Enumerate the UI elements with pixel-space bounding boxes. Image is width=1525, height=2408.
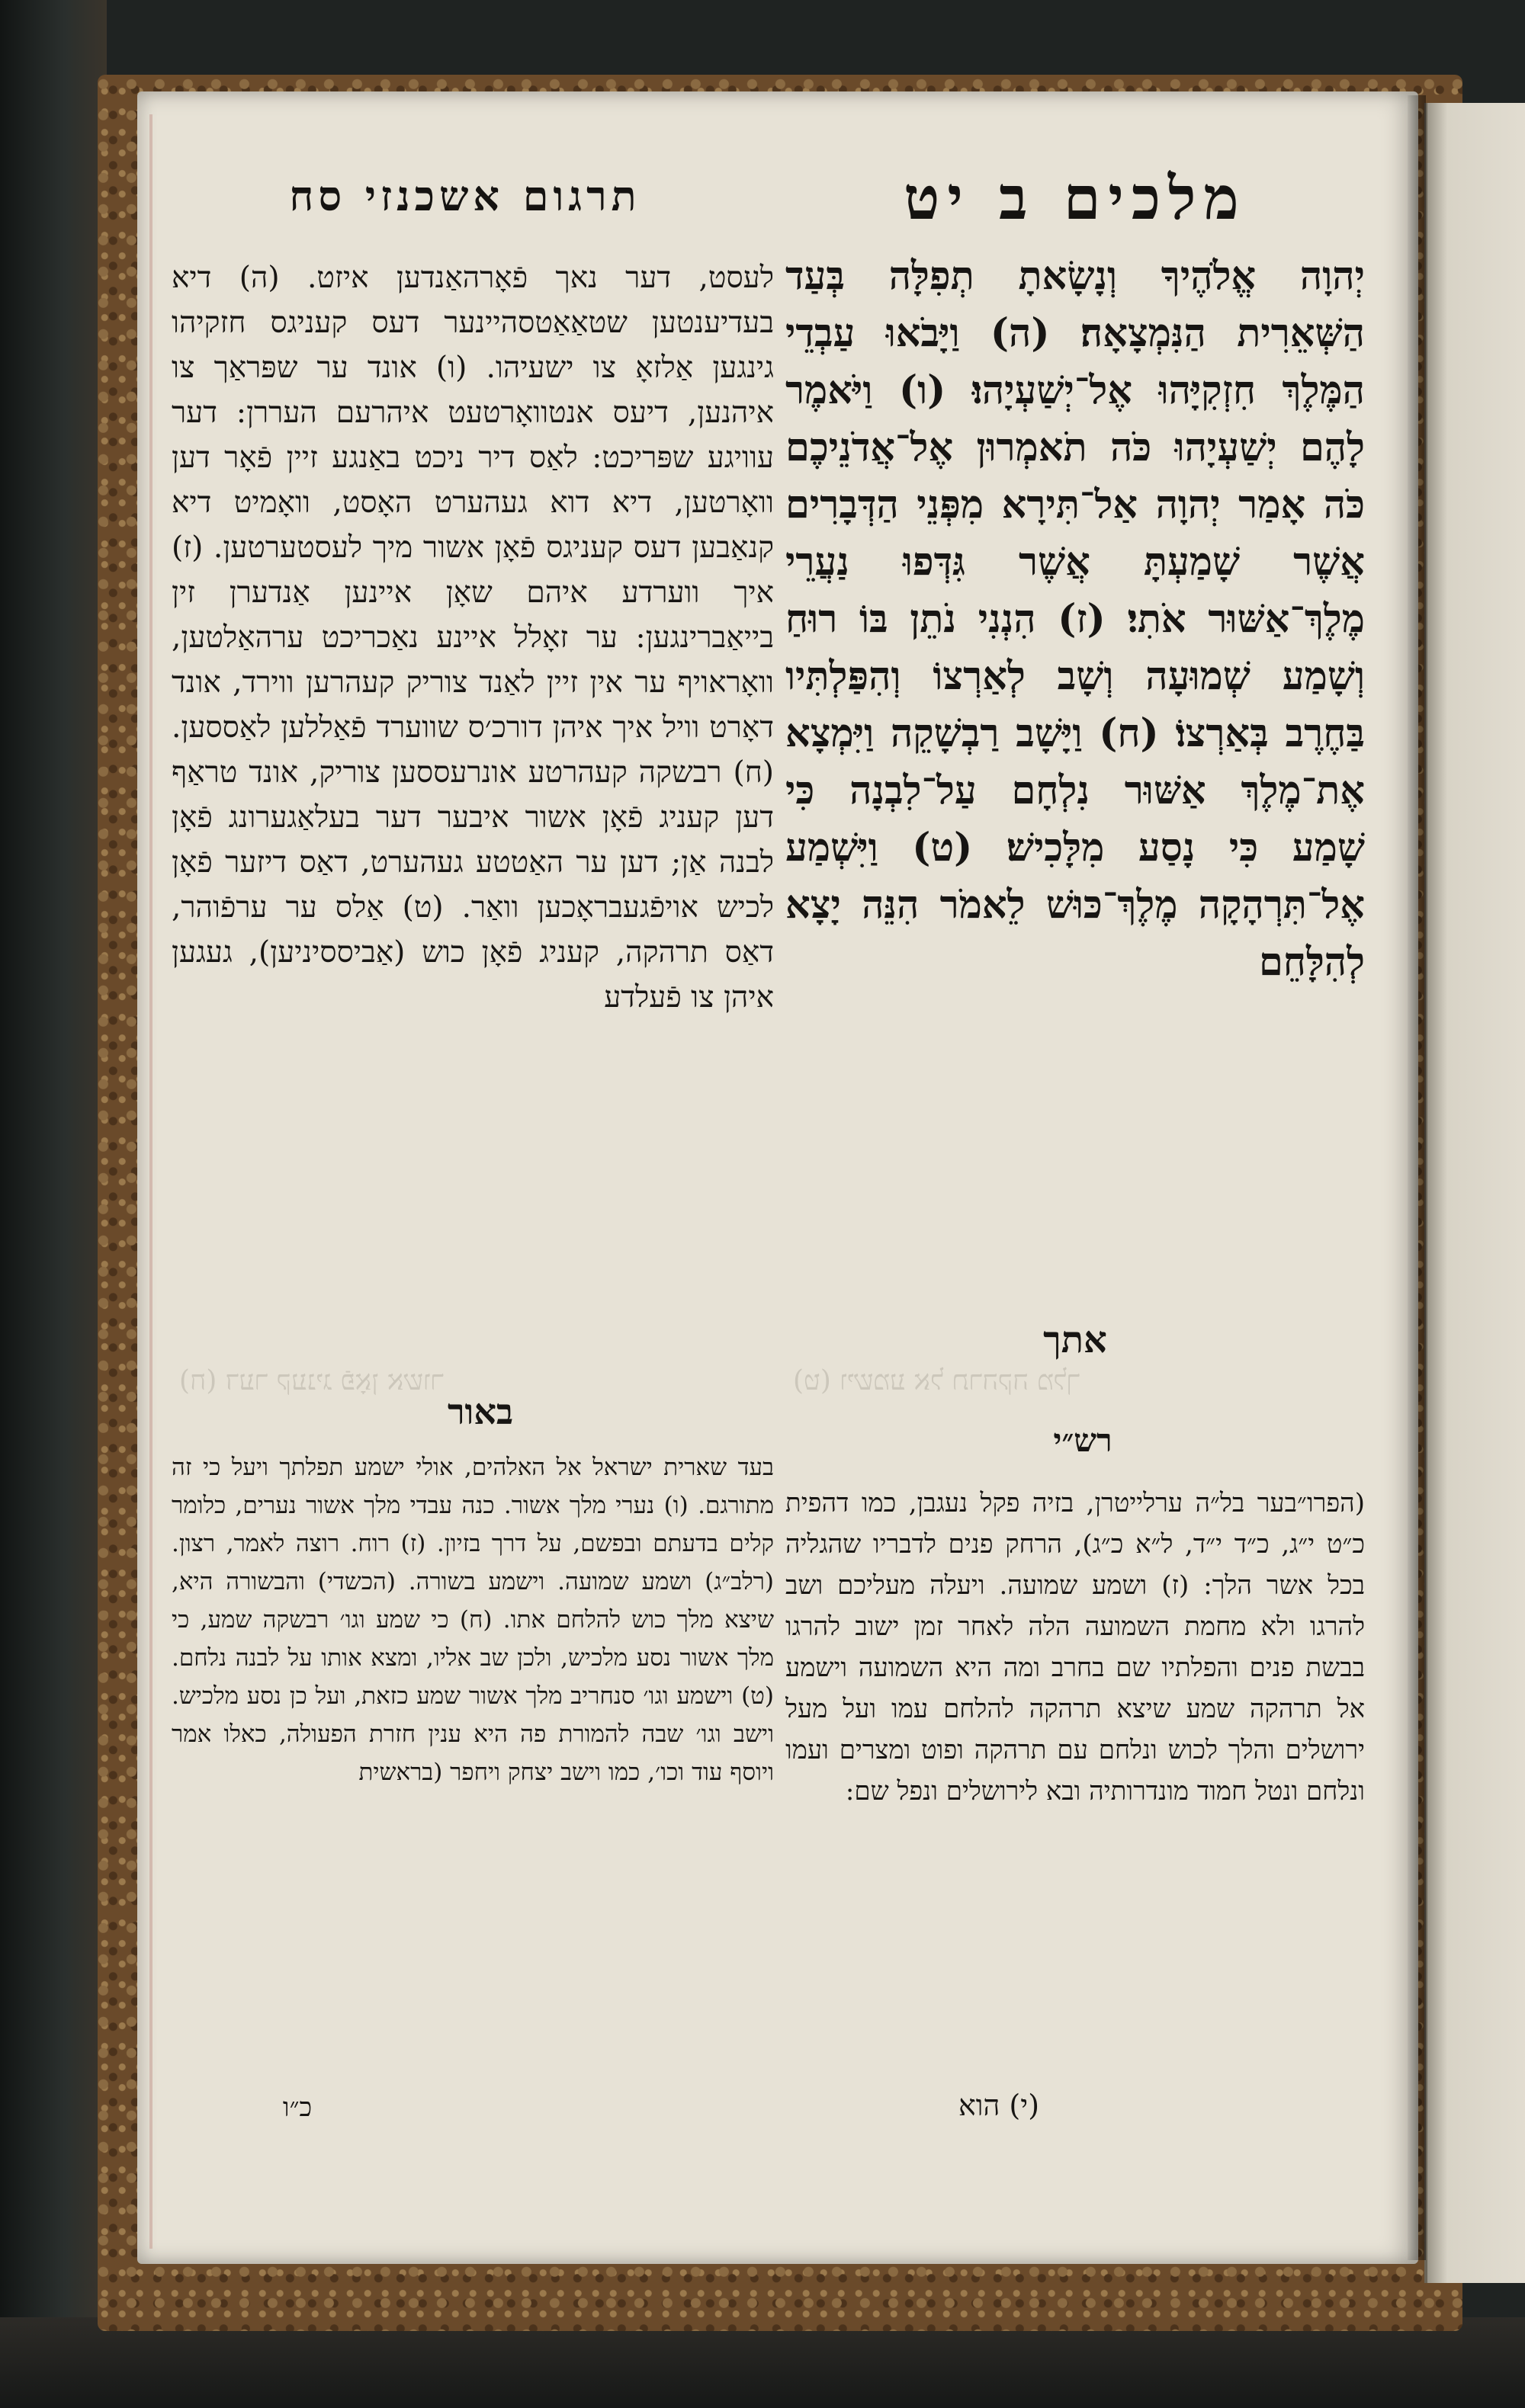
bible-text-column: יְהוָה אֱלֹהֶיךָ וְנָשָׂאתָ תְפִלָּה בְּעַד הַשְּׁאֵרִית הַנִּמְצָאָה׃ (ה) וַיָּבֹאוּ עַבְדֵי הַמֶּלֶךְ חִזְקִיָּהוּ אֶל־יְשַׁעְיָהוּ׃ (ו) וַיֹּאמֶר לָהֶם יְשַׁעְיָהוּ כֹּה תֹאמְרוּן אֶל־אֲדֹנֵיכֶם כֹּה אָמַר יְהוָה אַל־תִּירָא מִפְּנֵי הַדְּבָרִים אֲשֶׁר שָׁמַעְתָּ אֲשֶׁר גִּדְּפוּ נַעֲרֵי מֶלֶךְ־אַשּׁוּר אֹתִי׃ (ז) הִנְנִי נֹתֵן בּוֹ רוּחַ וְשָׁמַע שְׁמוּעָה וְשָׁב לְאַרְצוֹ וְהִפַּלְתִּיו בַּחֶרֶב בְּאַרְצוֹ׃ (ח) וַיָּשָׁב רַבְשָׁקֵה וַיִּמְצָא אֶת־מֶלֶךְ אַשּׁוּר נִלְחָם עַל־לִבְנָה כִּי שָׁמַע כִּי נָסַע מִלָּכִישׁ׃ (ט) וַיִּשְׁמַע אֶל־תִּרְהָקָה מֶלֶךְ־כּוּשׁ לֵאמֹר הִנֵּה יָצָא לְהִלָּחֵם (785, 253, 1365, 985)
targum-column: לעסט, דער נאך פֿאָרהאַנדען איזט. (ה) דיא בעדיענטען שטאַאַטסהיינער דעס קעניגס חזקיהו גינגען אַלזאָ צו ישעיהו. (ו) אונד ער שפּראַך צו איהנען, דיעס אנטוואָרטעט איהרעם העררן: דער עוויגע שפּריכט: לאַס דיר ניכט באַנגע זיין פֿאָר דען וואָרטען, דיא דוא געהערט האָסט, וואָמיט דיא קנאַבען דעס קעניגס פֿאָן אשור מיך לעסטערטען. (ז) איך ווערדע איהם שאָן איינען אַנדערן זין בייאַברינגען: ער זאָלל איינע נאַכריכט ערהאַלטען, וואָראויף ער אין זיין לאַנד צוריק קעהרען ווירד, אונד דאָרט וויל איך איהן דורכ׳ס שווערד פֿאַללען לאַססען. (ח) רבשקה קעהרטע אונרעססען צוריק, אונד טראַף דען קעניג פֿאָן אשור איבער דער בעלאַגערונג פֿאָן לבנה אַן; דען ער האַטטע געהערט, דאַס דיזער פֿאָן לכיש אויפֿגעבראָכען וואַר. (ט) אַלס ער ערפֿוהר, דאַס תרהקה, קעניג פֿאָן כוש (אַביססיניען), געגען איהן צו פֿעלדע (172, 261, 774, 1015)
biur-heading: באור (447, 1391, 514, 1432)
bible-catchword: אתך (1043, 1319, 1107, 1361)
running-head-right: מלכים ב יט (904, 164, 1247, 233)
show-through-right: (ט) וישמע אל תרהקה מלך (793, 1365, 1080, 1396)
rashi-commentary: (הפרו״בער בל״ה ערלייטרן, בזיה פקל נעגבן, כמו דהפית כ״ט י״ג, כ״ד י״ד, ל״א כ״ג), הרחק פנים לדבריו שהגליה בכל אשר הלך: (ז) ושמע שמועה. ויעלה מעליכם ושב להרגו ולא מחמת השמועה הלה לאחר זמן ישוב להרגו בבשת פנים והפלתיו שם בחרב ומה היא השמועה וישמע אל תרהקה שמע שיצא תרהקה להלחם עמו ועל מעל ירושלים והלך לכוש ונלחם עם תרהקה ופוט ומצרים ועמו ונלחם ונטל חמוד מונדרותיה ובא לירושלים ונפל שם: (785, 1488, 1365, 1807)
facing-page-edge (1424, 103, 1525, 2283)
biur-catchword: כ״ו (282, 2092, 313, 2123)
page-gutter (1408, 95, 1426, 2260)
biur-commentary: בעד שארית ישראל אל האלהים, אולי ישמע תפלתך ויעל כי זה מתורגם. (ו) נערי מלך אשור. כנה עבדי מלך אשור נערים, כלומר קלים בדעתם ובפשם, על דרך בזיון. (ז) רוח. רוצה לאמר, רצון. (רלב״ג) ושמע שמועה. וישמע בשורה. (הכשדי) והבשורה היא, שיצא מלך כוש להלחם אתו. (ח) כי שמע וגו׳ רבשקה שמע, כי מלך אשור נסע מלכיש, ולכן שב אליו, ומצא אותו על לבנה נלחם. (ט) וישמע וגו׳ סנחריב מלך אשור שמע כזאת, ועל כן נסע מלכיש. וישב וגו׳ שבה להמורת פה היא ענין חזרת הפעולה, כאלו אמר ויוסף עוד וכו׳, כמו וישב יצחק ויחפר (בראשית (172, 1454, 774, 1786)
page-margin-line (149, 114, 152, 2249)
rashi-heading: רש״י (1053, 1422, 1112, 1459)
background-cloth (0, 0, 107, 2408)
running-head-left: תרגום אשכנזי סח (289, 172, 641, 220)
show-through-left: (ח) דער קעניג פֿאָן אשור (179, 1365, 444, 1396)
rashi-catchword: (י) הוא (958, 2089, 1040, 2122)
